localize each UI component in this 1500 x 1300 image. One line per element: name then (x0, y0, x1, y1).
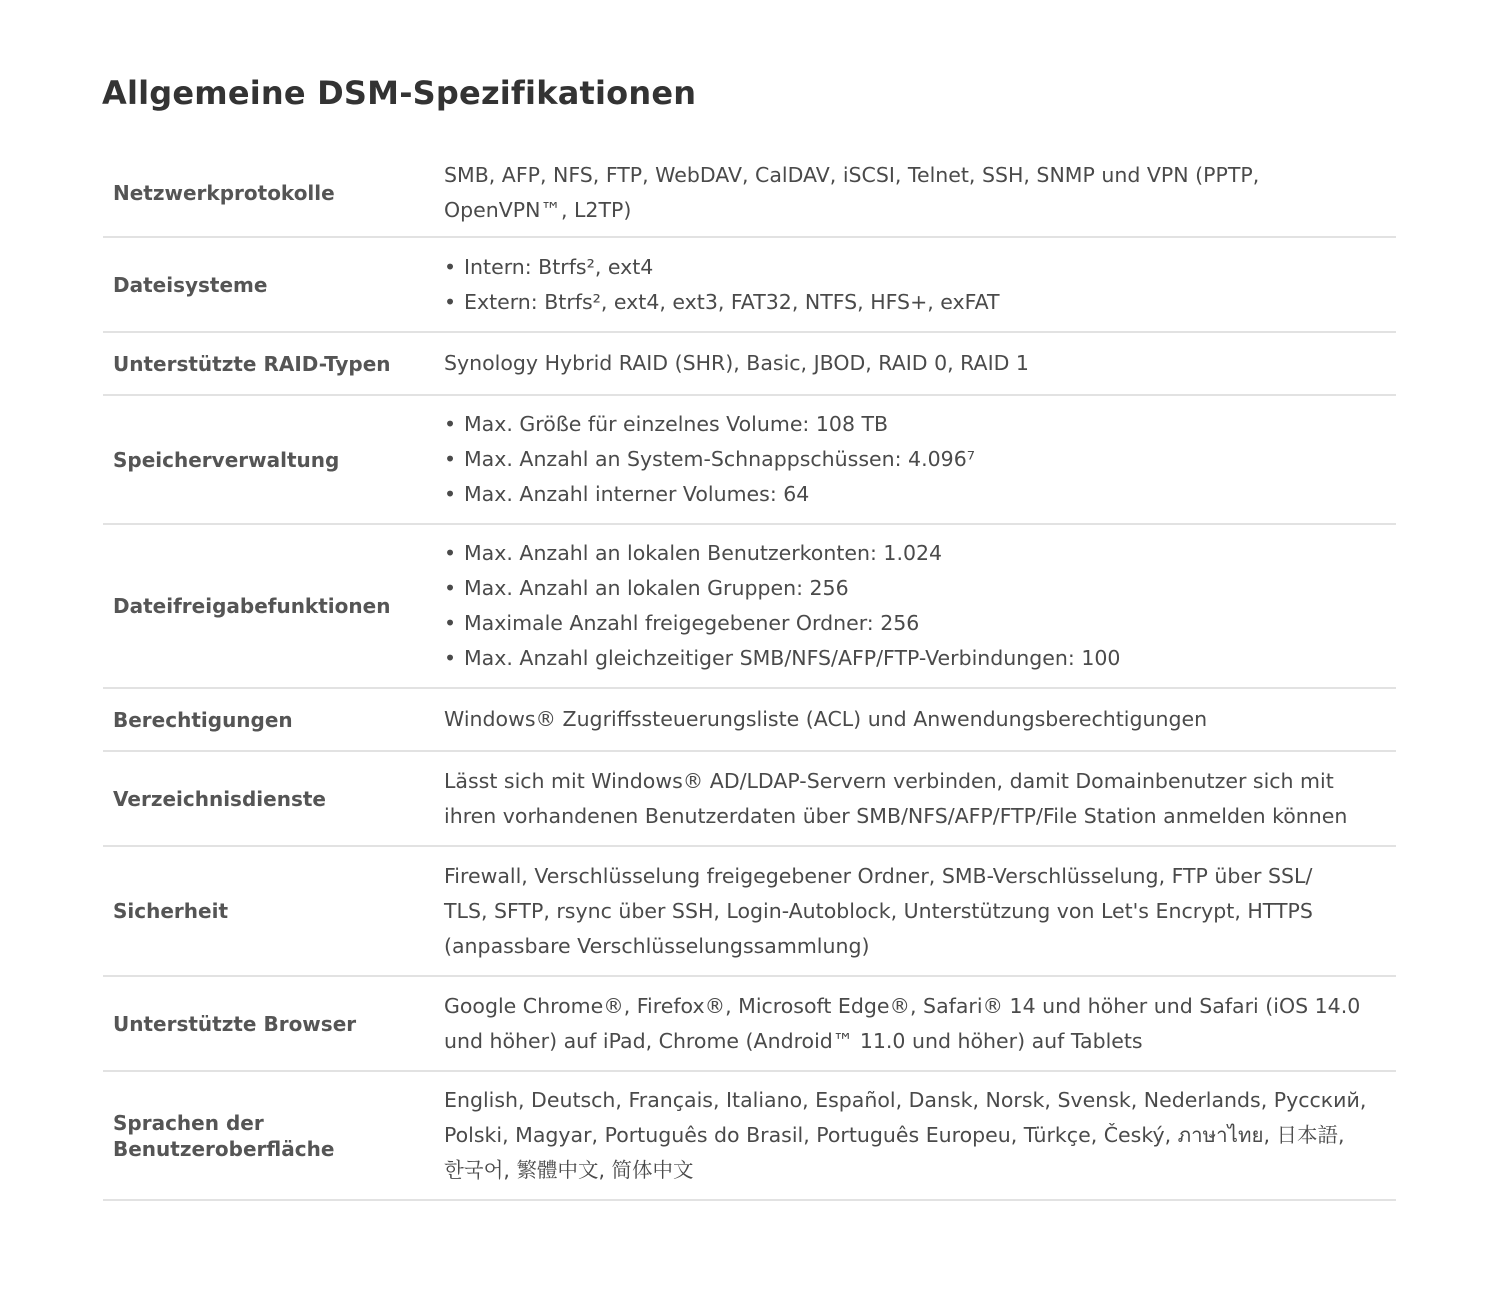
spec-value-line: Windows® Zugriffssteuerungsliste (ACL) und Anwendungsberechtigungen (444, 707, 1208, 731)
spec-value (444, 989, 1396, 1059)
list-item: • Extern: Btrfs², ext4, ext3, FAT32, NTFS, HFS+, exFAT (444, 285, 1396, 320)
spec-value (444, 346, 1396, 381)
spec-label: Sicherheit (113, 899, 228, 923)
spec-value-line: Firewall, Verschlüsselung freigegebener Ordner, SMB-Verschlüsselung, FTP über SSL/ (444, 863, 1313, 888)
spec-value (444, 536, 1396, 676)
spec-row-storage-management (103, 396, 1396, 525)
spec-value-line: (anpassbare Verschlüsselungssammlung) (444, 933, 870, 958)
bullet-icon: • (444, 412, 457, 436)
spec-value (444, 702, 1396, 737)
spec-value (444, 1083, 1396, 1188)
spec-value-line: SMB, AFP, NFS, FTP, WebDAV, CalDAV, iSCSI, Telnet, SSH, SNMP und VPN (PPTP, (444, 163, 1260, 187)
spec-value-line: Polski, Magyar, Português do Brasil, Português Europeu, Türkçe, Český, ภาษาไทย, 日本語, (444, 1123, 1345, 1147)
spec-value-line: und höher) auf iPad, Chrome (Android™ 11.0 und höher) auf Tablets (444, 1028, 1143, 1053)
bullet-icon: • (444, 611, 457, 635)
spec-value-line: ihren vorhandenen Benutzerdaten über SMB/NFS/AFP/FTP/File Station anmelden können (444, 803, 1348, 828)
list-item: • Intern: Btrfs², ext4 (444, 250, 1396, 285)
bullet-icon: • (444, 254, 457, 279)
spec-value-line: 한국어, 繁體中文, 简体中文 (444, 1158, 694, 1182)
spec-label: Dateifreigabefunktionen (113, 594, 391, 618)
spec-label: Berechtigungen (113, 707, 293, 732)
list-item: • Max. Anzahl gleichzeitiger SMB/NFS/AFP/FTP-Verbindungen: 100 (444, 641, 1396, 676)
bullet-icon: • (444, 447, 457, 471)
spec-value (444, 158, 1396, 228)
spec-row-file-sharing (103, 525, 1396, 689)
spec-value (444, 764, 1396, 834)
bullet-icon: • (444, 646, 457, 670)
spec-value-line: OpenVPN™, L2TP) (444, 198, 632, 222)
spec-value-line: Synology Hybrid RAID (SHR), Basic, JBOD, RAID 0, RAID 1 (444, 351, 1029, 375)
list-item: • Max. Anzahl an System-Schnappschüssen: 4.096⁷ (444, 442, 1396, 477)
spec-label: Netzwerkprotokolle (113, 181, 335, 205)
bullet-icon: • (444, 576, 457, 600)
spec-row-security (103, 847, 1396, 977)
spec-value-line: English, Deutsch, Français, Italiano, Español, Dansk, Norsk, Svensk, Nederlands, Русский, (444, 1088, 1367, 1112)
bullet-icon: • (444, 541, 457, 565)
spec-row-file-systems (103, 238, 1396, 333)
bullet-icon: • (444, 289, 457, 314)
spec-row-languages (103, 1072, 1396, 1201)
list-item: • Max. Anzahl interner Volumes: 64 (444, 477, 1396, 512)
spec-value (444, 407, 1396, 512)
spec-label: Speicherverwaltung (113, 447, 340, 472)
spec-label: Verzeichnisdienste (113, 786, 326, 811)
spec-label: Sprachen der Benutzeroberfläche (113, 1110, 335, 1161)
page-title: Allgemeine DSM-Spezifikationen (102, 74, 697, 112)
spec-row-permissions (103, 689, 1396, 752)
list-item: • Max. Größe für einzelnes Volume: 108 TB (444, 407, 1396, 442)
spec-row-network-protocols (103, 150, 1396, 238)
spec-label: Unterstützte RAID-Typen (113, 351, 391, 376)
spec-value (444, 859, 1396, 964)
list-item: • Max. Anzahl an lokalen Benutzerkonten: 1.024 (444, 536, 1396, 571)
spec-table (103, 150, 1396, 1201)
bullet-icon: • (444, 482, 457, 506)
spec-row-raid-types (103, 333, 1396, 396)
spec-label: Dateisysteme (113, 272, 268, 297)
spec-row-directory-services (103, 752, 1396, 847)
spec-row-browsers (103, 977, 1396, 1072)
spec-value-line: TLS, SFTP, rsync über SSH, Login-Autoblock, Unterstützung von Let's Encrypt, HTTPS (444, 898, 1313, 923)
list-item: • Max. Anzahl an lokalen Gruppen: 256 (444, 571, 1396, 606)
spec-value (444, 250, 1396, 320)
spec-value-line: Google Chrome®, Firefox®, Microsoft Edge®, Safari® 14 und höher und Safari (iOS 14.0 (444, 993, 1361, 1018)
spec-label: Unterstützte Browser (113, 1011, 357, 1036)
spec-value-line: Lässt sich mit Windows® AD/LDAP-Servern verbinden, damit Domainbenutzer sich mit (444, 768, 1334, 793)
list-item: • Maximale Anzahl freigegebener Ordner: 256 (444, 606, 1396, 641)
